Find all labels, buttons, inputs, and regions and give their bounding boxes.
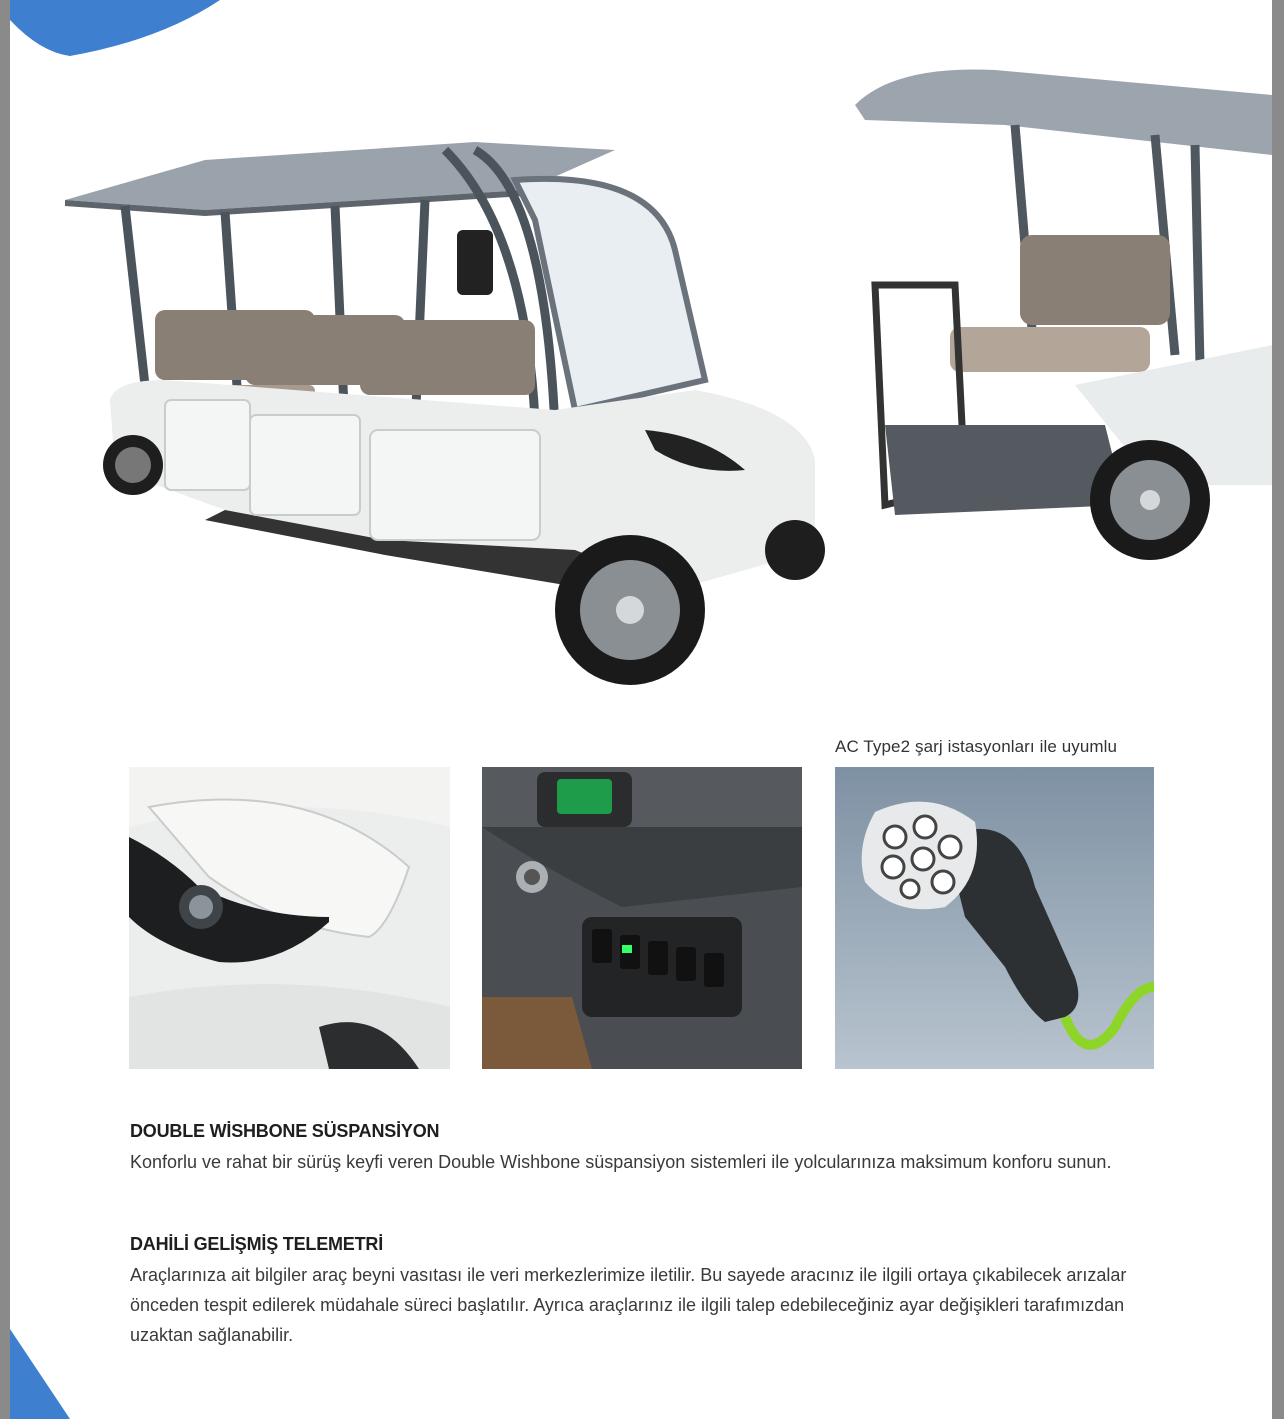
- brochure-page: [10, 0, 1272, 1419]
- suspension-title: DOUBLE WİSHBONE SÜSPANSİYON: [130, 1121, 440, 1141]
- dashboard-closeup-image: [482, 767, 802, 1069]
- telemetry-body: Araçlarınıza ait bilgiler araç beyni vasıtası ile veri merkezlerimize iletilir. Bu sayede aracınız ile ilgili ortaya çıkabilecek arızalar önceden tespit edilerek müdahale süreci başlatılır. Ayrıca araçlarınız ile ilgili talep edebileceğiniz ayar değişikleri tarafımızdan uzaktan sağlanabilir.: [130, 1265, 1127, 1345]
- headlight-closeup-image: [129, 767, 450, 1069]
- rear-vehicle-image: [855, 65, 1272, 575]
- telemetry-section: [130, 1234, 1140, 1350]
- decorative-corner-top: [10, 0, 240, 60]
- headlight-icon: [129, 767, 450, 1069]
- rear-seat-cart-icon: [855, 65, 1272, 575]
- type2-charger-plug-icon: [835, 767, 1154, 1069]
- main-vehicle-image: [55, 130, 825, 690]
- six-seat-electric-cart-icon: [55, 130, 825, 690]
- telemetry-title: DAHİLİ GELİŞMİŞ TELEMETRİ: [130, 1234, 384, 1254]
- suspension-body: Konforlu ve rahat bir sürüş keyfi veren Double Wishbone süspansiyon sistemleri ile yolcularınıza maksimum konforu sunun.: [130, 1152, 1112, 1172]
- charger-caption: AC Type2 şarj istasyonları ile uyumlu: [835, 737, 1118, 756]
- charger-plug-image: [835, 767, 1154, 1069]
- decorative-corner-bottom: [10, 1329, 70, 1419]
- suspension-section: [130, 1121, 1140, 1177]
- dashboard-switches-icon: [482, 767, 802, 1069]
